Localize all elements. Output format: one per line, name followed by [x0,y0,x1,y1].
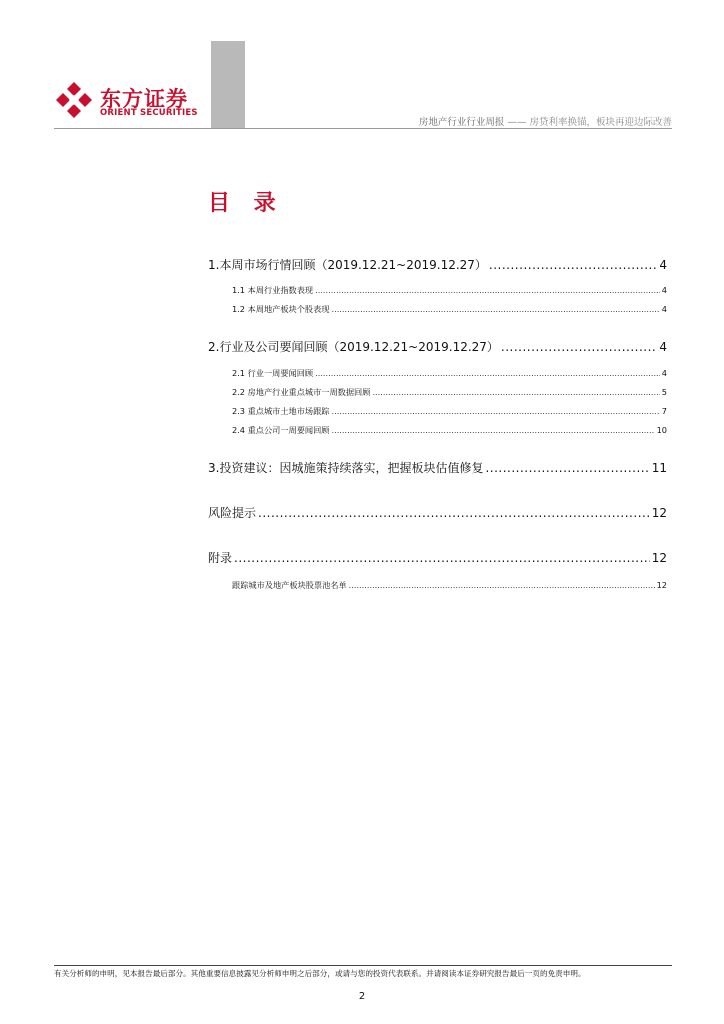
toc-leader [332,425,655,435]
toc-entry-2-3[interactable] [232,406,667,417]
toc-entry-page: 11 [651,461,667,475]
header-separator: —— [507,117,527,128]
report-type: 房地产行业行业周报 [418,117,505,128]
toc-entry-2[interactable] [208,338,667,355]
toc-entry-label: 1.1 本周行业指数表现 [232,285,314,295]
toc-entry-risk[interactable] [208,504,667,521]
toc-entry-page: 7 [661,406,667,416]
toc-entry-label: 风险提示 [208,506,257,520]
toc-entry-page: 10 [656,425,667,435]
toc-entry-label: 2.3 重点城市土地市场跟踪 [232,406,330,416]
header-decor-block [211,41,245,129]
toc-entry-page: 12 [656,580,667,590]
toc-entry-label: 2.2 房地产行业重点城市一周数据回顾 [232,387,371,397]
company-logo [54,80,204,124]
toc-entry-2-1[interactable] [232,368,667,379]
toc-leader [234,551,650,565]
company-name-en: ORIENT SECURITIES [100,108,198,118]
toc-entry-label: 1.本周市场行情回顾（2019.12.21~2019.12.27） [208,258,487,272]
toc-entry-page: 4 [659,340,667,354]
toc-entry-label: 2.1 行业一周要闻回顾 [232,368,314,378]
toc-heading: 目 录 [208,191,284,216]
toc-entry-appendix[interactable] [208,549,667,566]
toc-leader [501,340,657,354]
toc-leader [315,285,660,295]
toc-entry-page: 4 [661,285,667,295]
toc-leader [489,258,657,272]
toc-entry-page: 12 [651,551,667,565]
toc-entry-1[interactable] [208,256,667,273]
toc-entry-label: 附录 [208,551,233,565]
toc-entry-label: 1.2 本周地产板块个股表现 [232,304,330,314]
toc-leader [332,406,660,416]
toc-entry-page: 4 [661,304,667,314]
report-header [419,114,672,128]
footer-divider [54,965,672,966]
toc-entry-1-1[interactable] [232,285,667,296]
toc-entry-label: 2.行业及公司要闻回顾（2019.12.21~2019.12.27） [208,340,499,354]
toc-entry-appendix-1[interactable] [232,580,667,591]
footer-disclaimer: 有关分析师的申明，见本报告最后部分。其他重要信息披露见分析师申明之后部分，或请与您的投资代表联系。并请阅读本证券研究报告最后一页的免责申明。 [54,969,586,978]
company-name-cn: 东方证券 [100,87,188,111]
report-title: 房贷利率换锚，板块再迎边际改善 [529,117,672,128]
toc-leader [485,461,649,475]
toc-leader [258,506,650,520]
toc-entry-page: 4 [659,258,667,272]
orient-logo-icon [54,80,94,120]
toc-entry-3[interactable] [208,459,667,476]
toc-entry-page: 12 [651,506,667,520]
toc-leader [315,368,660,378]
toc-leader [349,580,655,590]
header-divider [54,128,672,129]
toc-entry-page: 4 [661,368,667,378]
toc-entry-page: 5 [661,387,667,397]
toc-entry-2-2[interactable] [232,387,667,398]
toc-leader [332,304,660,314]
toc-entry-label: 2.4 重点公司一周要闻回顾 [232,425,330,435]
page-number: 2 [358,991,366,1002]
toc-entry-1-2[interactable] [232,304,667,315]
toc-entry-2-4[interactable] [232,425,667,436]
toc-leader [372,387,659,397]
toc-entry-label: 3.投资建议：因城施策持续落实，把握板块估值修复 [208,461,484,475]
toc-entry-label: 跟踪城市及地产板块股票池名单 [232,580,347,590]
